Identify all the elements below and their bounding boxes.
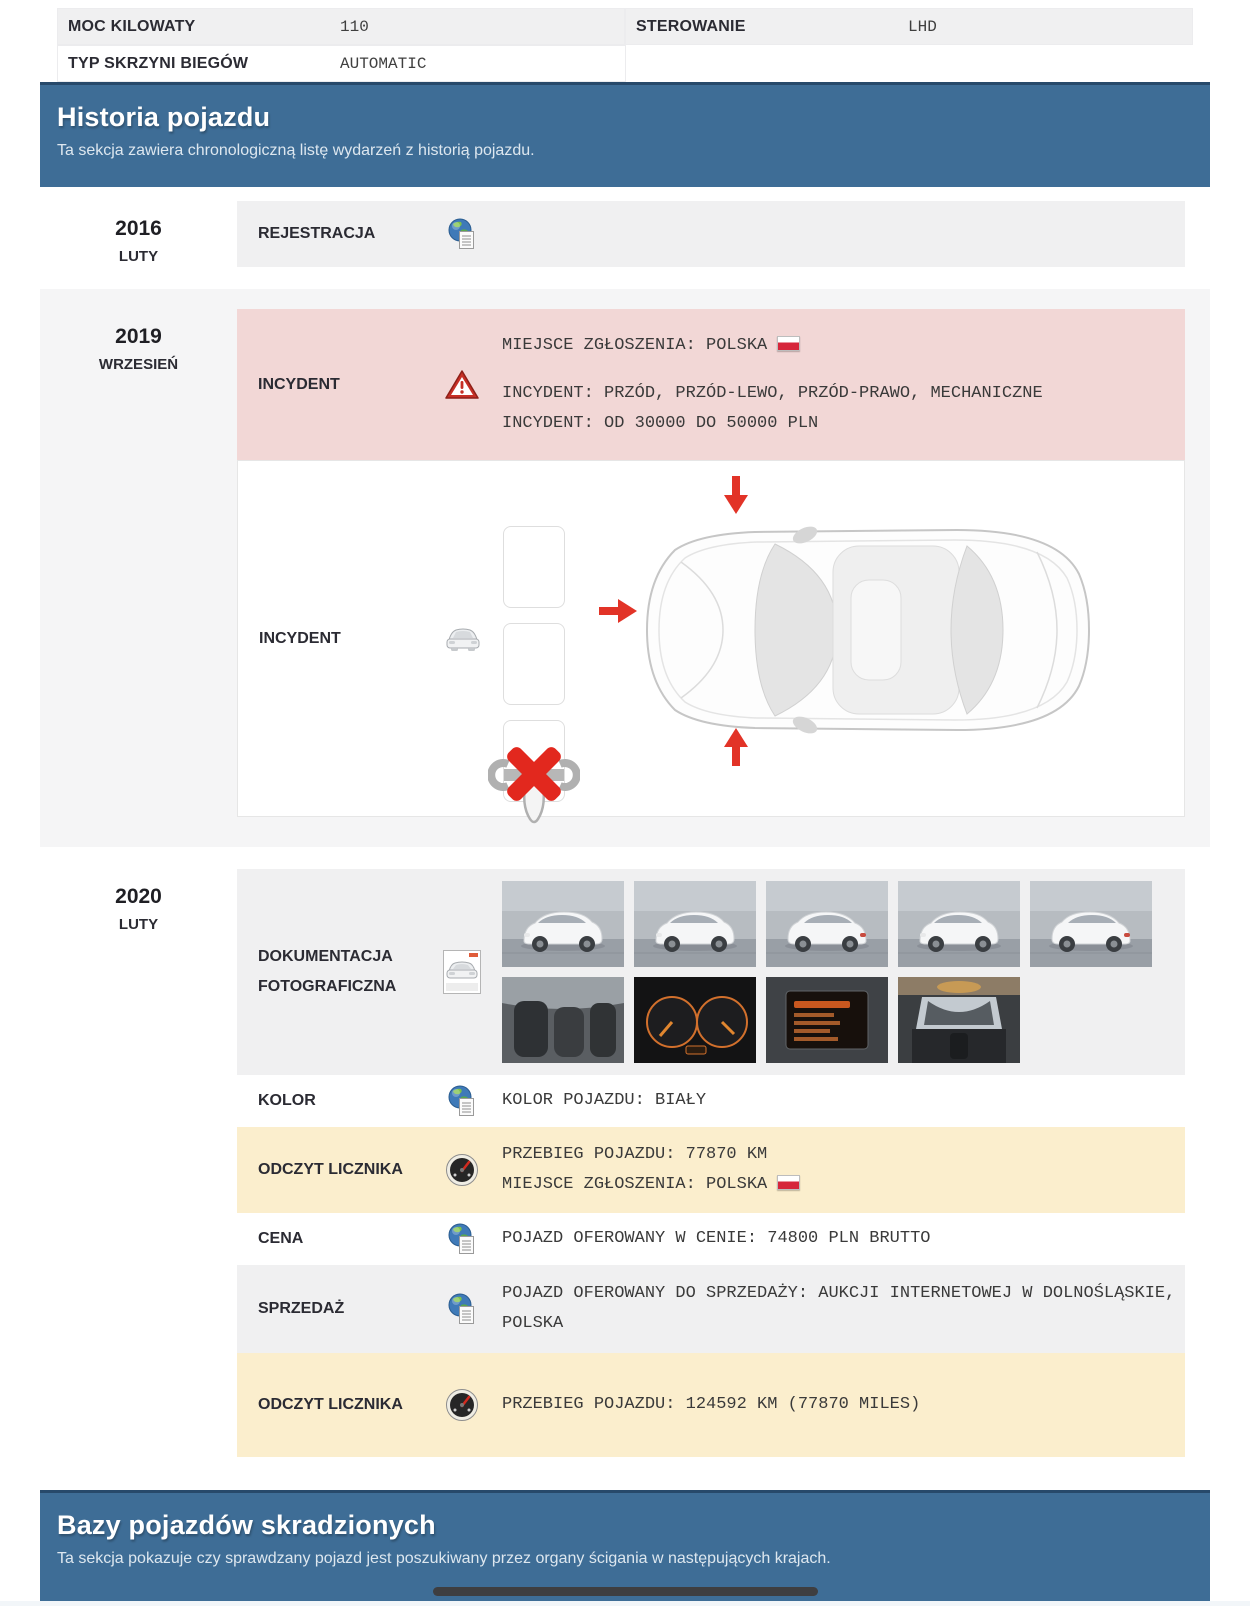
event-label: ODCZYT LICZNIKA <box>258 1161 403 1178</box>
photo-thumbnail-interior-screen[interactable] <box>766 977 888 1063</box>
event-line-text: MIEJSCE ZGŁOSZENIA: POLSKA <box>502 1175 768 1194</box>
spec-cell <box>625 8 1193 45</box>
section-subtitle: Ta sekcja zawiera chronologiczną listę wydarzeń z historią pojazdu. <box>57 142 535 159</box>
event-text <box>502 331 1185 439</box>
globe-document-icon <box>422 218 502 250</box>
spec-table <box>57 0 1193 82</box>
damage-slot <box>503 623 565 705</box>
event-label: SPRZEDAŻ <box>258 1300 345 1317</box>
event-line <box>502 1279 1177 1339</box>
photo-thumbnail-exterior-front-left[interactable] <box>502 881 624 967</box>
event-line <box>502 331 1177 361</box>
poland-flag-icon <box>777 1175 800 1190</box>
spec-label: TYP SKRZYNI BIEGÓW <box>68 54 249 72</box>
section-subtitle: Ta sekcja pokazuje czy sprawdzany pojazd jest poszukiwany przez organy ścigania w następujących krajach. <box>57 1550 831 1567</box>
event-text <box>502 1279 1185 1339</box>
month-label: LUTY <box>118 916 159 933</box>
event-line <box>502 379 1177 409</box>
poland-flag-icon <box>777 336 800 351</box>
impact-arrow-front-bottom <box>723 728 749 766</box>
year-label: 2019 <box>115 325 162 348</box>
car-front-icon <box>423 624 503 654</box>
event-line <box>502 1170 1177 1200</box>
event-label: REJESTRACJA <box>258 225 376 242</box>
damage-slot <box>503 720 565 802</box>
car-photo-icon <box>422 949 502 995</box>
photo-thumbnail-interior-cabin[interactable] <box>898 977 1020 1063</box>
timeline-date <box>40 201 237 267</box>
event-label: INCYDENT <box>259 629 341 647</box>
photo-thumbnail-exterior-rear-right[interactable] <box>766 881 888 967</box>
photo-thumbnail-exterior-rear[interactable] <box>1030 881 1152 967</box>
car-diagram-area <box>637 476 1097 776</box>
history-section-header <box>40 82 1210 187</box>
odometer-icon <box>422 1153 502 1187</box>
month-label: LUTY <box>118 248 159 265</box>
timeline-date <box>40 309 237 817</box>
photo-grid <box>502 869 1162 1075</box>
damage-slot <box>503 526 565 608</box>
event-text <box>502 1390 1185 1420</box>
impact-arrow-front-top <box>723 476 749 514</box>
event-row <box>237 201 1185 267</box>
event-row <box>237 869 1185 1075</box>
car-top-view-diagram <box>637 522 1097 738</box>
event-line-text: PRZEBIEG POJAZDU: 77870 KM <box>502 1145 768 1164</box>
event-row <box>237 460 1185 817</box>
event-line-text: POJAZD OFEROWANY DO SPRZEDAŻY: AUKCJI INTERNETOWEJ W DOLNOŚLĄSKIE, POLSKA <box>502 1284 1176 1333</box>
event-row <box>237 1265 1185 1353</box>
event-line <box>502 1140 1177 1170</box>
event-label: KOLOR <box>258 1092 316 1109</box>
photo-thumbnail-interior-gauges[interactable] <box>634 977 756 1063</box>
year-label: 2020 <box>115 885 162 908</box>
event-text <box>502 1140 1185 1200</box>
impact-arrow-front-left <box>599 598 637 624</box>
globe-document-icon <box>422 1223 502 1255</box>
vehicle-history-timeline <box>0 187 1250 1477</box>
spec-cell <box>57 8 625 45</box>
photo-thumbnail-exterior-side[interactable] <box>634 881 756 967</box>
spec-cell-empty <box>626 45 1193 82</box>
timeline-section-2016 <box>40 187 1210 289</box>
event-line <box>502 1086 1177 1116</box>
event-row <box>237 1353 1185 1457</box>
spec-cell <box>57 45 626 82</box>
event-line-text: POJAZD OFEROWANY W CENIE: 74800 PLN BRUTTO <box>502 1229 931 1248</box>
event-label: DOKUMENTACJA FOTOGRAFICZNA <box>258 948 397 995</box>
event-line-text: INCYDENT: PRZÓD, PRZÓD-LEWO, PRZÓD-PRAWO, MECHANICZNE <box>502 383 1043 403</box>
event-label: ODCZYT LICZNIKA <box>258 1396 403 1413</box>
event-text <box>502 1224 1185 1254</box>
event-row <box>237 1127 1185 1213</box>
year-label: 2016 <box>115 217 162 240</box>
event-line-text: MIEJSCE ZGŁOSZENIA: POLSKA <box>502 335 768 355</box>
spec-row <box>57 8 1193 45</box>
event-line <box>502 1224 1177 1254</box>
spec-value: 110 <box>340 17 369 36</box>
event-line-text: INCYDENT: OD 30000 DO 50000 PLN <box>502 413 819 433</box>
mechanical-damage-icon <box>488 727 580 832</box>
event-line <box>502 409 1177 439</box>
event-row <box>237 1075 1185 1127</box>
event-line-text: KOLOR POJAZDU: BIAŁY <box>502 1091 707 1110</box>
event-row <box>237 309 1185 460</box>
spec-value: LHD <box>908 17 937 36</box>
odometer-icon <box>422 1388 502 1422</box>
horizontal-scrollbar-thumb[interactable] <box>433 1587 818 1596</box>
timeline-events <box>237 309 1185 817</box>
event-line-text: PRZEBIEG POJAZDU: 124592 KM (77870 MILES) <box>502 1395 921 1414</box>
timeline-events <box>237 869 1185 1457</box>
globe-document-icon <box>422 1293 502 1325</box>
spec-value: AUTOMATIC <box>340 54 427 73</box>
warning-triangle-icon <box>422 369 502 401</box>
section-title: Bazy pojazdów skradzionych <box>57 1510 436 1540</box>
incident-diagram <box>503 476 1184 802</box>
spec-label: STEROWANIE <box>636 17 746 35</box>
timeline-date <box>40 869 237 1457</box>
photo-thumbnail-exterior-front[interactable] <box>898 881 1020 967</box>
page-bottom-strip <box>0 1601 1250 1606</box>
event-label: CENA <box>258 1230 304 1247</box>
damage-slots <box>503 526 565 802</box>
photo-thumbnail-interior-seats[interactable] <box>502 977 624 1063</box>
timeline-events <box>237 201 1185 267</box>
event-row <box>237 1213 1185 1265</box>
spec-row <box>57 45 1193 82</box>
spec-label: MOC KILOWATY <box>68 17 196 35</box>
event-text <box>502 1086 1185 1116</box>
stolen-vehicles-section-header <box>40 1490 1210 1601</box>
timeline-section-2019 <box>40 289 1210 847</box>
timeline-section-2020 <box>40 847 1210 1477</box>
globe-document-icon <box>422 1085 502 1117</box>
section-title: Historia pojazdu <box>57 102 271 132</box>
event-label: INCYDENT <box>258 375 340 393</box>
event-line <box>502 1390 1177 1420</box>
month-label: WRZESIEŃ <box>98 356 179 373</box>
